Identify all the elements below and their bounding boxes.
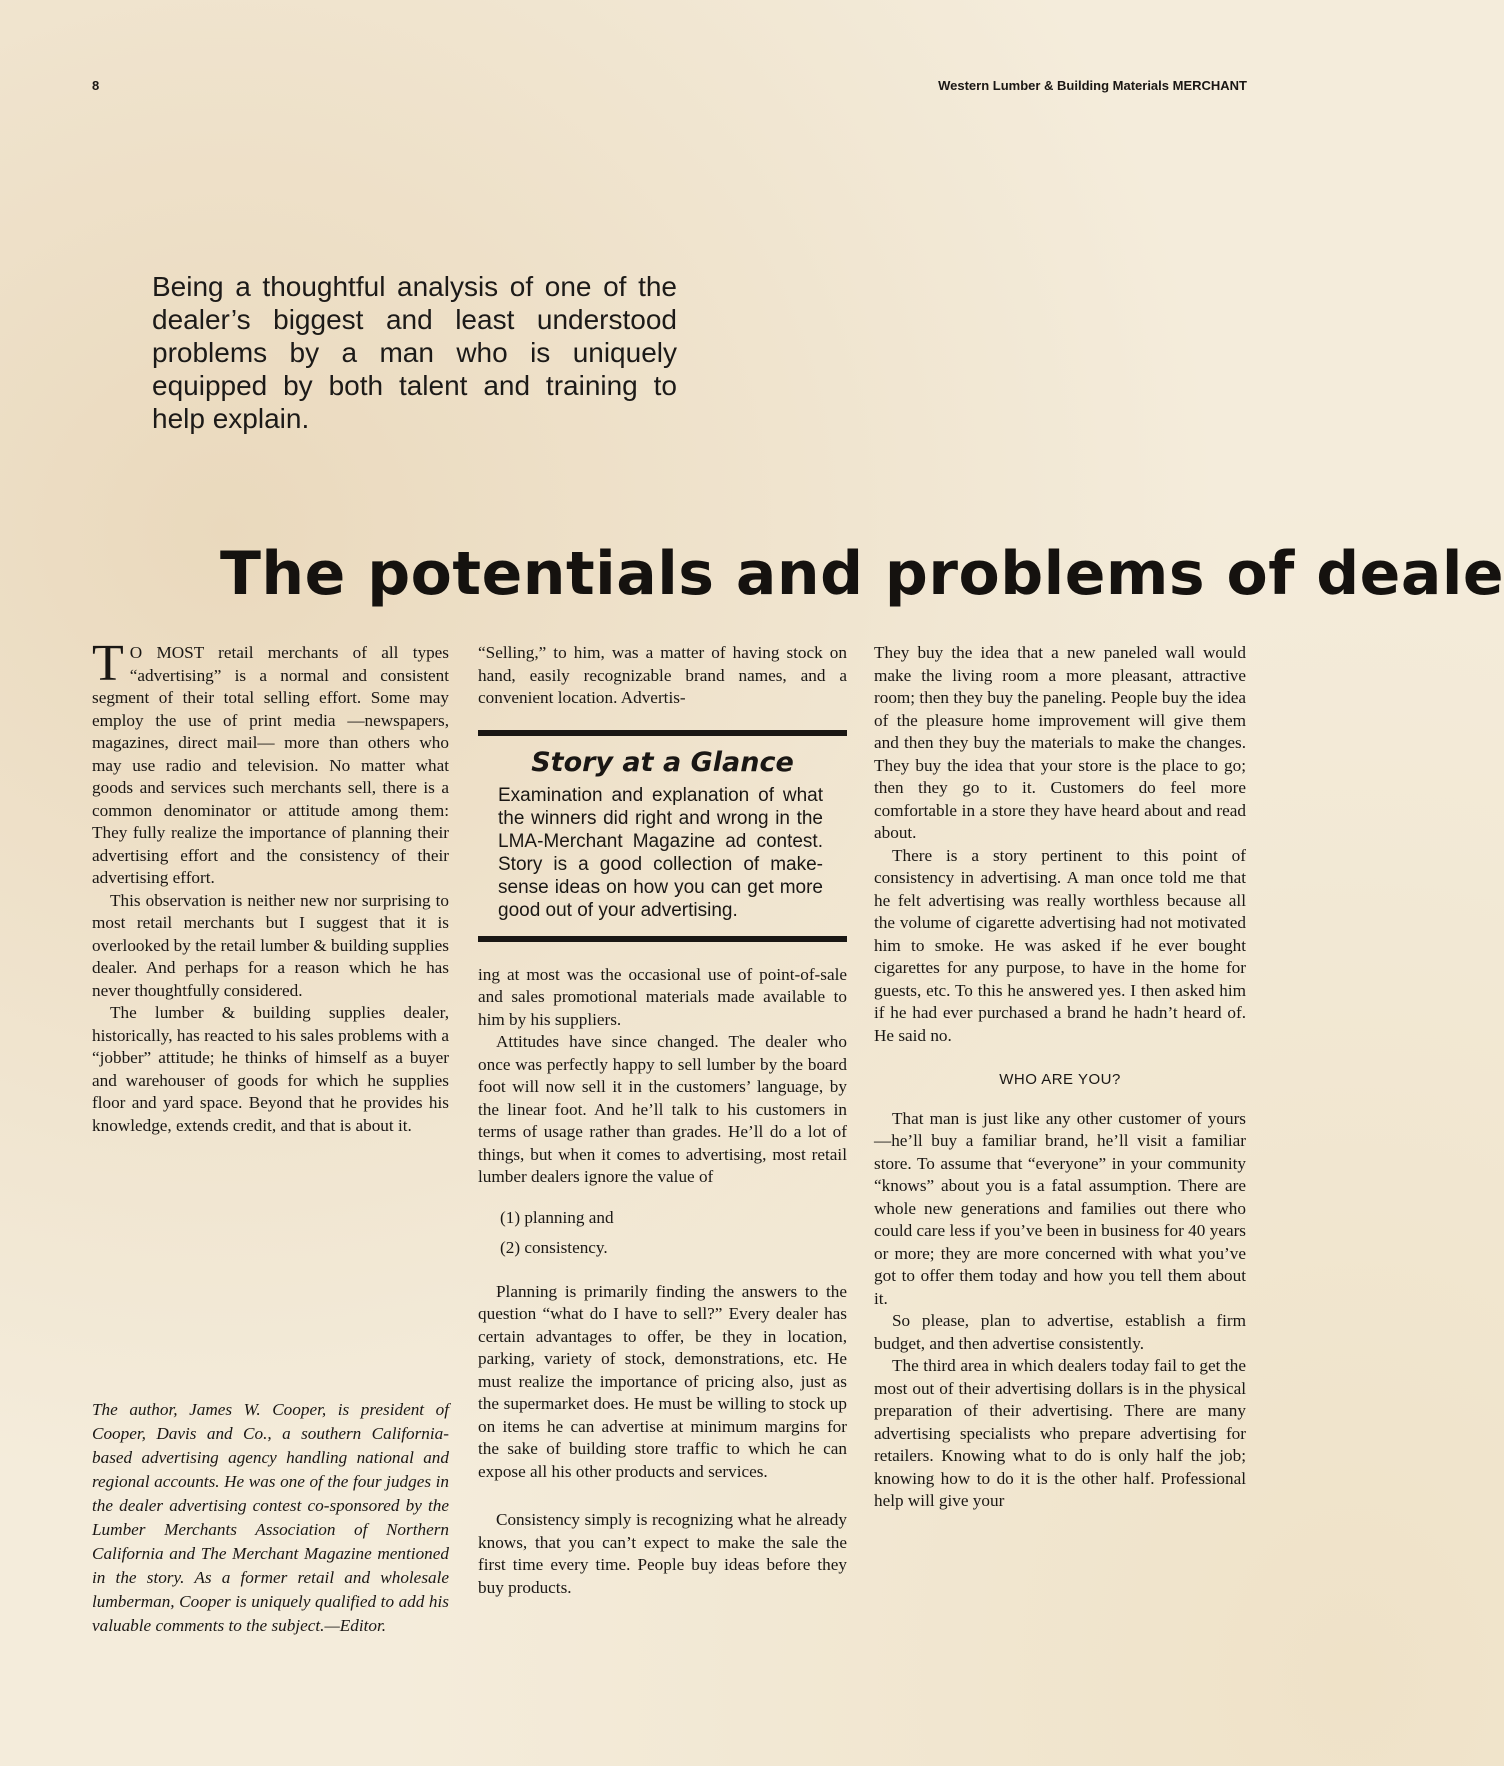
list-item: (2) consistency.: [500, 1237, 608, 1257]
paragraph: Attitudes have since changed. The dealer who once was perfectly happy to sell lumber by the board foot will now sell it in the customers’ language, by the linear foot. And he’ll talk to his customers in terms of usage rather than grades. He’ll do a lot of things, but when it comes to advertising, most retail lumber dealers ignore the value of: [478, 1032, 847, 1186]
page-number: 8: [92, 78, 100, 93]
glance-text: Examination and explanation of what the winners did right and wrong in the LMA-Merchant Magazine ad contest. Story is a good collection of make-sense ideas on how you can get more good out of your advertising.: [498, 784, 823, 921]
article-headline: The potentials and problems of deale: [220, 539, 1504, 609]
numbered-list: [500, 1203, 847, 1263]
paragraph: There is a story pertinent to this point of consistency in advertising. A man once told me that he felt advertising was really worthless because all the volume of cigarette advertising had not motivated him to smoke. He was asked if he ever bought cigarettes for any purpose, to have in the home for guests, etc. To this he answered yes. I then asked him if he had ever purchased a brand he hadn’t heard of. He said no.: [874, 845, 1246, 1045]
paragraph: The lumber & building supplies dealer, historically, has reacted to his sales problems with a “jobber” attitude; he thinks of himself as a buyer and warehouser of goods for which he supplies floor and yard space. Beyond that he provides his knowledge, extends credit, and that is about it.: [92, 1003, 449, 1135]
article-column-2: [478, 642, 847, 1599]
paragraph: That man is just like any other customer of yours—he’ll buy a familiar brand, he’ll visit a familiar store. To assume that “everyone” in your community “knows” about you is a fatal assumption. There are whole new generations and families out there who could care less if you’ve been in business for 40 years or more; they are more concerned with what you’ve got to offer them today and how you tell them about it.: [874, 1108, 1246, 1308]
paragraph: [92, 635, 449, 890]
paragraph: Consistency simply is recognizing what he already knows, that you can’t expect to make the sale the first time every time. People buy ideas before they buy products.: [478, 1510, 847, 1597]
paragraph: The third area in which dealers today fail to get the most out of their advertising dollars is in the physical preparation of their advertising. There are many advertising specialists who prepare advertising for retailers. Knowing what to do is only half the job; knowing how to do it is the other half. Professional help will give your: [874, 1356, 1246, 1510]
author-note: The author, James W. Cooper, is president of Cooper, Davis and Co., a southern California-based advertising agency handling national and regional accounts. He was one of the four judges in the dealer advertising contest co-sponsored by the Lumber Merchants Association of Northern California and The Merchant Magazine mentioned in the story. As a former retail and wholesale lumberman, Cooper is uniquely qualified to add his valuable comments to the subject.—Editor.: [92, 1400, 449, 1635]
glance-title: Story at a Glance: [531, 746, 794, 778]
paragraph-text: O MOST retail merchants of all types “advertising” is a normal and consistent segment of their total selling effort. Some may employ the use of print media —newspapers, magazines, direct mail— more than others who may use radio and television. No matter what goods and services such merchants sell, there is a common denominator or attitude among them: They fully realize the importance of planning their advertising effort and the consistency of their advertising effort.: [92, 643, 449, 887]
section-subhead: WHO ARE YOU?: [999, 1071, 1121, 1088]
paragraph: So please, plan to advertise, establish a firm budget, and then advertise consistently.: [874, 1311, 1246, 1353]
drop-cap: T: [92, 635, 124, 692]
paragraph: ing at most was the occasional use of point-of-sale and sales promotional materials made available to him by his suppliers.: [478, 964, 847, 1029]
paragraph: They buy the idea that a new paneled wall would make the living room a more pleasant, attractive room; then they buy the paneling. People buy the idea of the pleasure home improvement will give them and then they buy the materials to make the changes. They buy the idea that your store is the place to go; then they go to it. Customers do feel more comfortable in a store they have heard about and read about.: [874, 643, 1246, 842]
list-item: (1) planning and: [500, 1207, 614, 1227]
intro-deck: Being a thoughtful analysis of one of the dealer’s biggest and least understood problems by a man who is uniquely equipped by both talent and training to help explain.: [152, 271, 677, 434]
publication-title: Western Lumber & Building Materials MERCHANT: [938, 78, 1247, 93]
story-at-a-glance-box: [478, 730, 847, 942]
paragraph: Planning is primarily finding the answers to the question “what do I have to sell?” Every dealer has certain advantages to offer, be they in location, parking, variety of stock, demonstrations, etc. He must realize the importance of pricing also, just as the supermarket does. He must be willing to stock up on items he can advertise at minimum margins for the sake of building store traffic to which he can expose all his other products and services.: [478, 1281, 847, 1481]
article-column-3: [874, 642, 1246, 1513]
article-column-1: [92, 635, 449, 1137]
paragraph: This observation is neither new nor surprising to most retail merchants but I suggest that it is overlooked by the retail lumber & building supplies dealer. And perhaps for a reason which he has never thoughtfully considered.: [92, 890, 449, 1000]
page-header: [0, 78, 1281, 98]
paragraph: “Selling,” to him, was a matter of having stock on hand, easily recognizable brand names, and a convenient location. Advertis-: [478, 643, 847, 707]
